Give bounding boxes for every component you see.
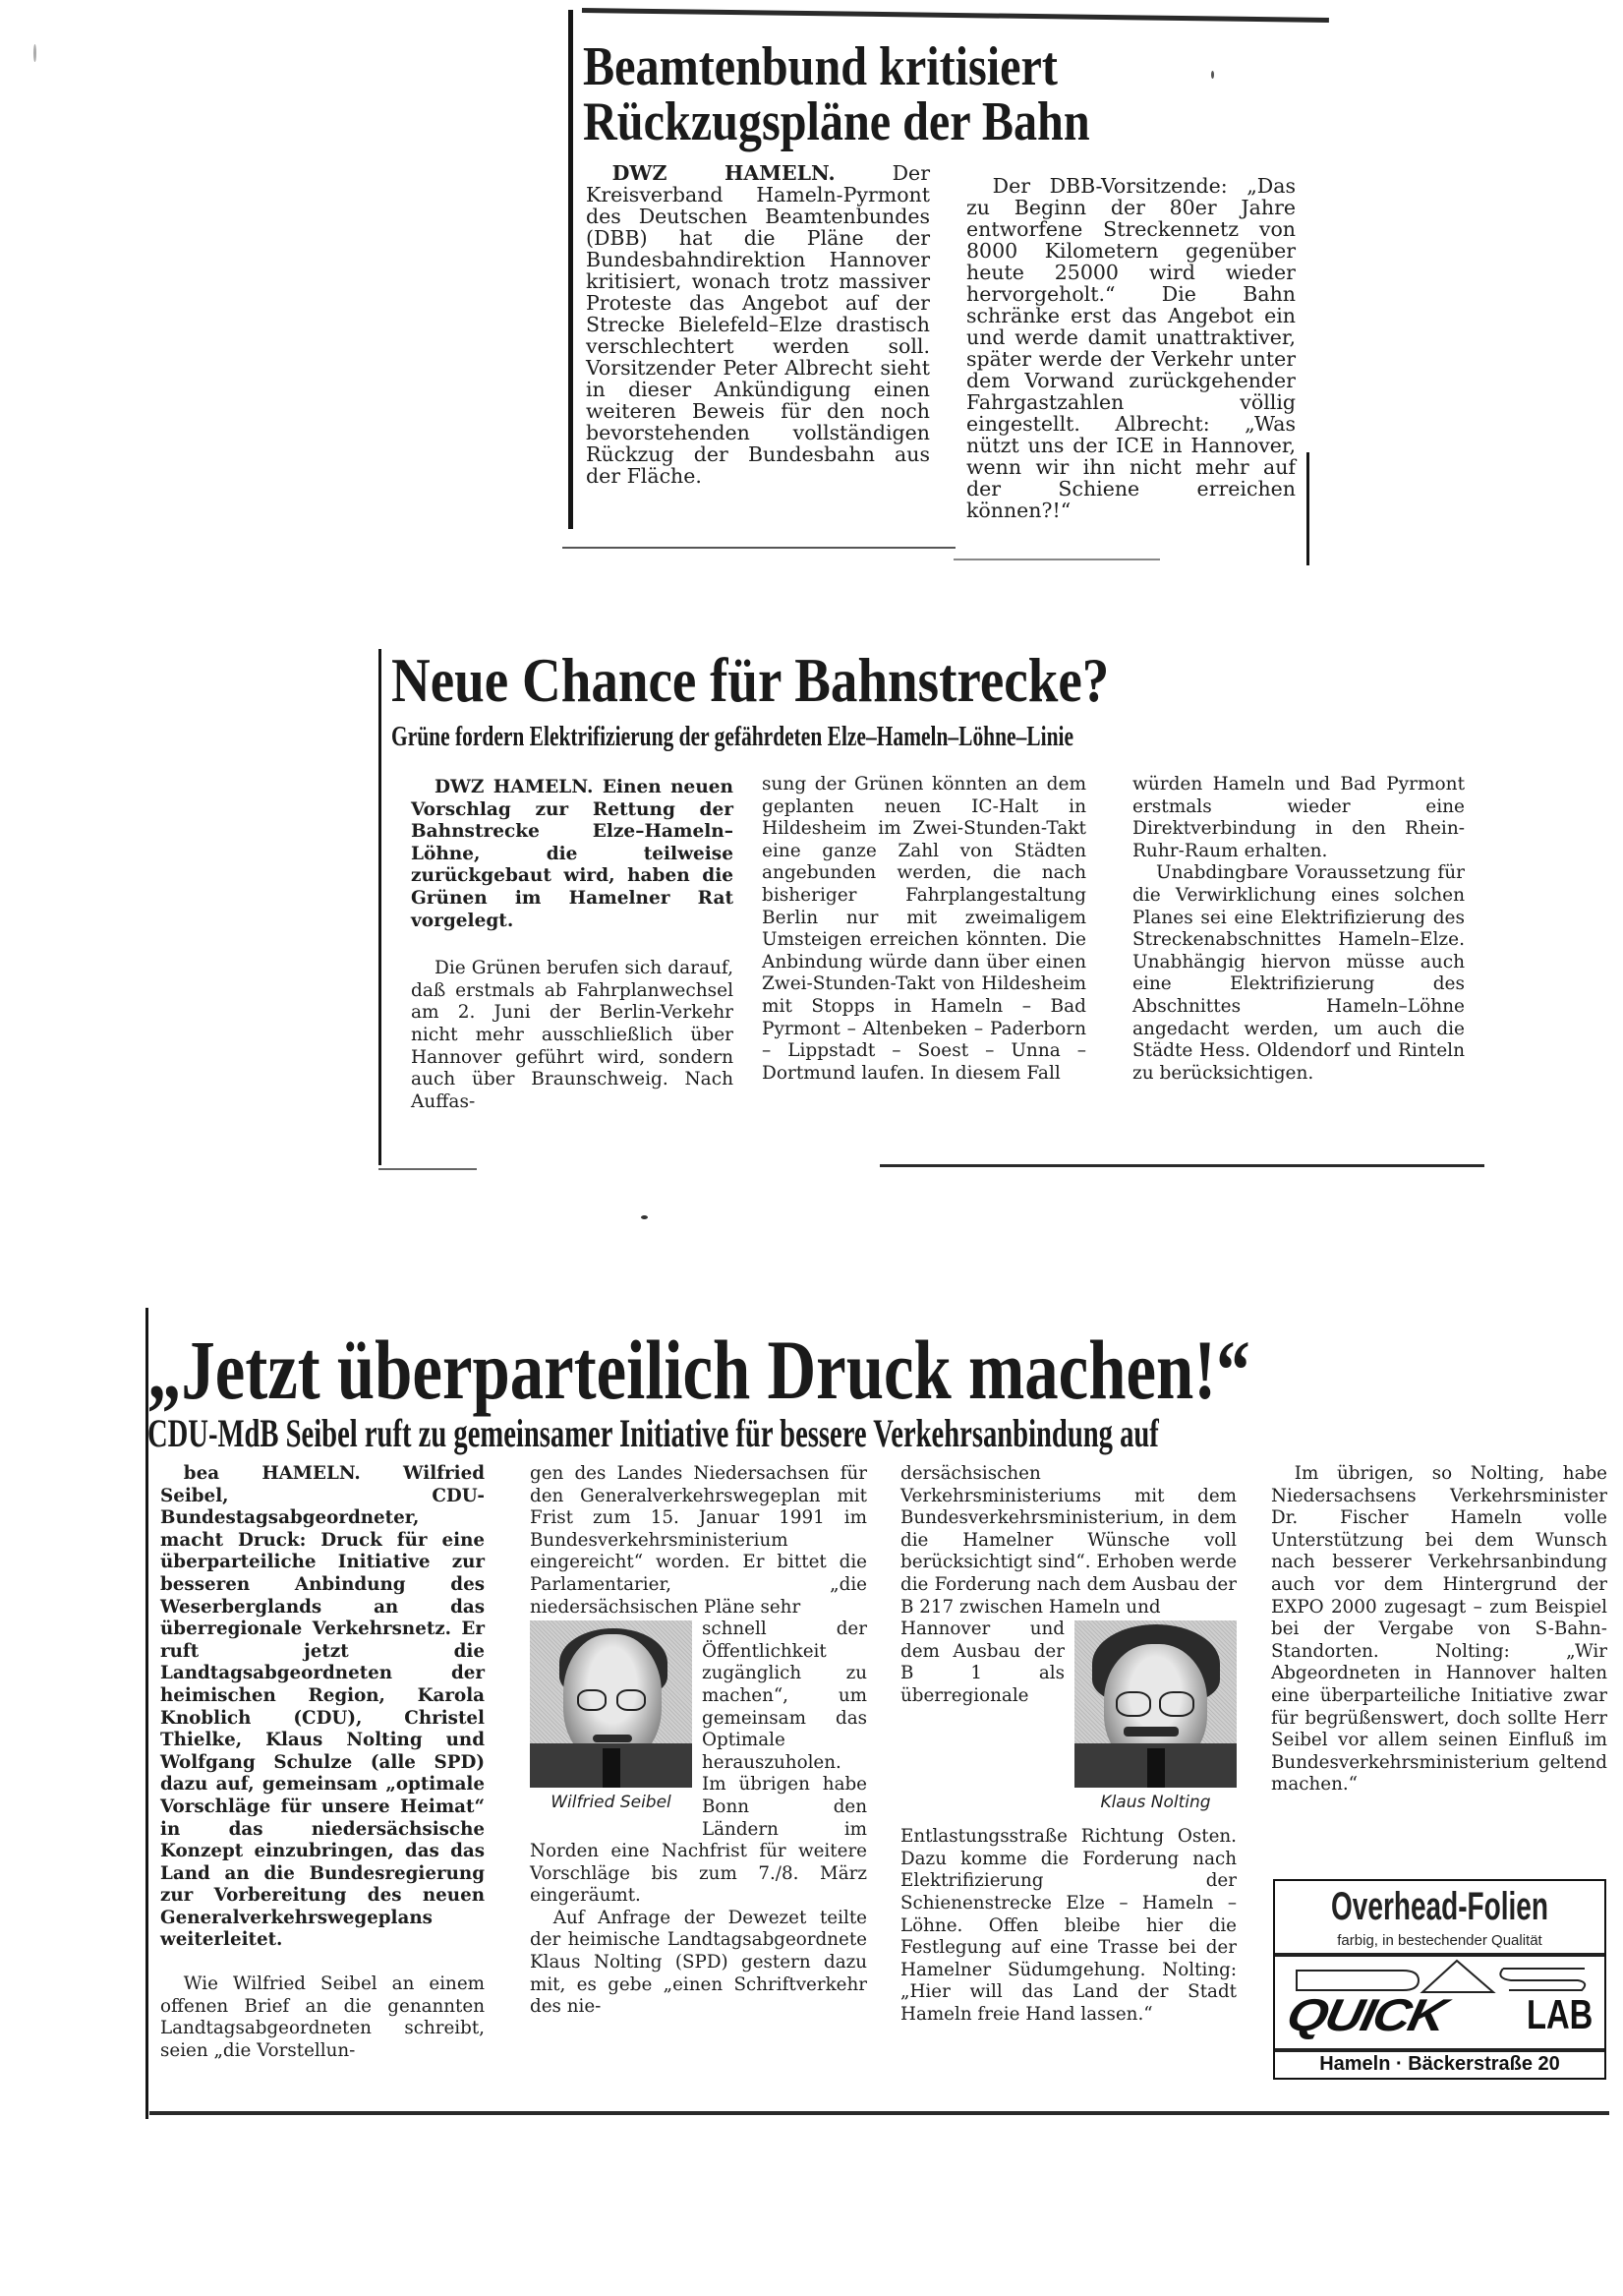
body-text: Die Grünen berufen sich darauf, daß erstmals ab Fahrplanwechsel am 2. Juni der Berlin-Verkehr nicht mehr ausschließlich über Hannover geführt wird, sondern auch über Braunschweig. Nach Auffas- — [411, 958, 733, 1112]
headline-line-2: Rückzugspläne der Bahn — [583, 91, 1090, 152]
article-1-column-2 — [966, 175, 1296, 521]
article-3-column-2 — [530, 1463, 867, 2019]
advertisement-quicklab — [1273, 1879, 1606, 2080]
article-1-right-rule — [1306, 452, 1309, 565]
article-1-left-rule — [568, 10, 573, 529]
article-1-headline — [583, 36, 1090, 152]
article-2-subheadline: Grüne fordern Elektrifizierung der gefährdeten Elze–Hameln–Löhne–Linie — [391, 721, 1074, 752]
article-2-column-2 — [762, 774, 1086, 1085]
body-text: Im übrigen, so Nolting, habe Niedersachsens Verkehrsminister Dr. Fischer Hameln volle Unterstützung bei dem Wunsch nach besserer Verkehrsanbindung auch vor dem Hintergrund der EXPO 2000 zugesagt – zum Beispiel bei der Vergabe von S-Bahn-Standorten. Nolting: „Wir Abgeordneten in Hannover halten eine überparteiliche Initiative zwar für begrüßenswert, doch sollte Herr Seibel vor allem seinen Einfluß im Bundesverkehrsministerium geltend machen.“ — [1271, 1463, 1607, 1796]
article-3-subheadline: CDU-MdB Seibel ruft zu gemeinsamer Initiative für bessere Verkehrsanbindung auf — [147, 1411, 1159, 1455]
portrait-photo-wilfried-seibel — [530, 1620, 692, 1788]
ad-address: Hameln · Bäckerstraße 20 — [1319, 2053, 1560, 2075]
article-2-column-3 — [1132, 774, 1465, 1085]
article-3-column-3 — [900, 1463, 1237, 2027]
ad-logo-quick: QUICK — [1282, 1989, 1450, 2040]
photo-figure — [530, 1620, 692, 1822]
lead-text: Wilfried Seibel, CDU-Bundestagsabgeordneter, macht Druck: Druck für eine überparteiliche Initiative zur besseren Anbindung des Weserberglands an das überregionale Verkehrsnetz. Er ruft jetzt die Landtagsabgeordneten der heimischen Region, Karola Knoblich (CDU), Christel Thielke, Klaus Nolting und Wolfgang Schulze (alle SPD) dazu auf, gemeinsam „optimale Vorschläge für unsere Heimat“ in das niedersächsische Konzept einzubringen, das das Land an die Bundesregierung zur Vorbereitung des neuen Generalverkehrswegeplans weiterleitet. — [160, 1463, 485, 1951]
article-2-left-rule — [378, 649, 381, 1165]
scan-mark — [1211, 71, 1214, 79]
body-text: dersächsischen Verkehrsministeriums mit dem Bundesverkehrsministerium, in dem die Hamelner Wünsche voll berücksichtigt sind“. Erhoben werde die Forderung nach dem Ausbau der B 217 zwischen Hameln und — [900, 1463, 1238, 1618]
body-text: sung der Grünen könnten an dem geplanten neuen IC-Halt in Hildesheim im Zwei-Stunden-Takt eine ganze Zahl von Städten angebunden werden, die nach bisheriger Fahrplangestaltung Berlin nur mit zweimaligem Umsteigen erreichen könnten. Die Anbindung würde dann über einen Zwei-Stunden-Takt von Hildesheim mit Stopps in Hameln – Bad Pyrmont – Altenbeken – Paderborn – Lippstadt – Soest – Unna – Dortmund laufen. In diesem Fall — [762, 774, 1086, 1084]
body-text: gen des Landes Niedersachsen für den Generalverkehrswegeplan mit Frist zum 15. Januar 1991 im Bundesverkehrsministerium eingereicht“ worden. Er bittet die Parlamentarier, „die niedersächsischen Pläne sehr — [530, 1463, 867, 1618]
photo-figure — [1074, 1620, 1237, 1822]
ad-tagline: farbig, in bestechender Qualität — [1337, 1932, 1542, 1949]
scan-mark — [33, 44, 36, 62]
headline-line-1: Beamtenbund kritisiert — [583, 36, 1058, 97]
article-2-bottom-rule-right — [880, 1164, 1484, 1167]
body-text-2: Unabdingbare Voraussetzung für die Verwirklichung eines solchen Planes sei eine Elektrifizierung des Streckenabschnittes Hameln–Elze. Unabhängig hiervon müsse auch eine Elektrifizierung des Abschnittes Hameln–Löhne angedacht werden, um auch die Städte Hess. Oldendorf und Rinteln zu berücksichtigen. — [1132, 862, 1465, 1084]
body-text: Der DBB-Vorsitzende: „Das zu Beginn der 80er Jahre entworfene Streckennetz von 8000 Kilometern gegenüber heute 25000 wird wieder hervorgeholt.“ Die Bahn schränke erst das Angebot ein und werde damit unattraktiver, später werde der Verkehr unter dem Vorwand zurückgehender Fahrgastzahlen völlig eingestellt. Albrecht: „Was nützt uns der ICE in Hannover, wenn wir ihn nicht mehr auf der Schiene erreichen können?!“ — [966, 174, 1296, 522]
ad-logo-lab: LAB — [1526, 1991, 1593, 2037]
body-text-after-photo: schnell der Öffentlichkeit zugänglich zu machen“, um gemeinsam das Optimale herauszuholen. Im übrigen habe Bonn den Ländern im Norden eine Nachfrist für weitere Vorschläge bis zum 7./8. März eingeräumt. — [530, 1619, 867, 1907]
dateline: bea HAMELN. — [183, 1463, 361, 1484]
article-1-bottom-rule — [562, 547, 956, 549]
body-text: Der Kreisverband Hameln-Pyrmont des Deutschen Beamtenbundes (DBB) hat die Pläne der Bundesbahndirektion Hannover kritisiert, wonach trotz massiver Proteste das Angebot auf der Strecke Bielefeld–Elze drastisch verschlechtert werden soll. Vorsitzender Peter Albrecht sieht in dieser Ankündigung einen weiteren Beweis für den noch bevorstehenden vollständigen Rückzug der Bundesbahn aus der Fläche. — [586, 161, 930, 488]
body-text-after-photo: Hannover und dem Ausbau der B 1 als überregionale Entlastungsstraße Richtung Osten. Dazu komme die Forderung nach Elektrifizierung der Schienenstrecke Elze – Hameln – Löhne. Offen bleibe hier die Festlegung auf eine Trasse bei der Hamelner Südumgehung. Nolting: „Hier will das Land der Stadt Hameln freie Hand lassen.“ — [900, 1619, 1237, 2025]
lead-text: Einen neuen Vorschlag zur Rettung der Bahnstrecke Elze–Hameln–Löhne, die teilweise zurückgebaut wird, haben die Grünen im Hamelner Rat vorgelegt. — [411, 777, 733, 931]
article-2-column-1 — [411, 777, 733, 1113]
body-text: würden Hameln und Bad Pyrmont erstmals wieder eine Direktverbindung in den Rhein-Ruhr-Raum erhalten. — [1132, 774, 1465, 861]
article-3-column-4 — [1271, 1463, 1607, 1796]
article-3-headline: „Jetzt überparteilich Druck machen!“ — [147, 1323, 1250, 1417]
article-2-headline: Neue Chance für Bahnstrecke? — [391, 645, 1110, 715]
article-1-bottom-rule-right — [954, 559, 1160, 560]
article-1-column-1 — [586, 162, 930, 487]
photo-caption: Klaus Nolting — [1100, 1793, 1211, 1813]
dateline: DWZ HAMELN. — [611, 161, 836, 185]
article-2-bottom-rule-left — [378, 1168, 477, 1170]
photo-caption: Wilfried Seibel — [551, 1793, 671, 1813]
dateline: DWZ HAMELN. — [435, 777, 594, 797]
ad-title: Overhead-Folien — [1331, 1885, 1548, 1928]
body-text: Wie Wilfried Seibel an einem offenen Brief an die genannten Landtagsabgeordneten schreibt, seien „die Vorstellun- — [160, 1973, 485, 2061]
body-text-2: Auf Anfrage der Dewezet teilte der heimische Landtagsabgeordnete Klaus Nolting (SPD) gestern dazu mit, es gebe „einen Schriftverkehr des nie- — [530, 1907, 867, 2018]
article-3-column-1 — [160, 1463, 485, 2062]
article-1-top-rule — [582, 8, 1329, 23]
article-3-bottom-rule — [149, 2111, 1609, 2115]
portrait-photo-klaus-nolting — [1074, 1620, 1237, 1788]
ad-logo — [1275, 1953, 1604, 2052]
print-speck — [641, 1215, 648, 1219]
